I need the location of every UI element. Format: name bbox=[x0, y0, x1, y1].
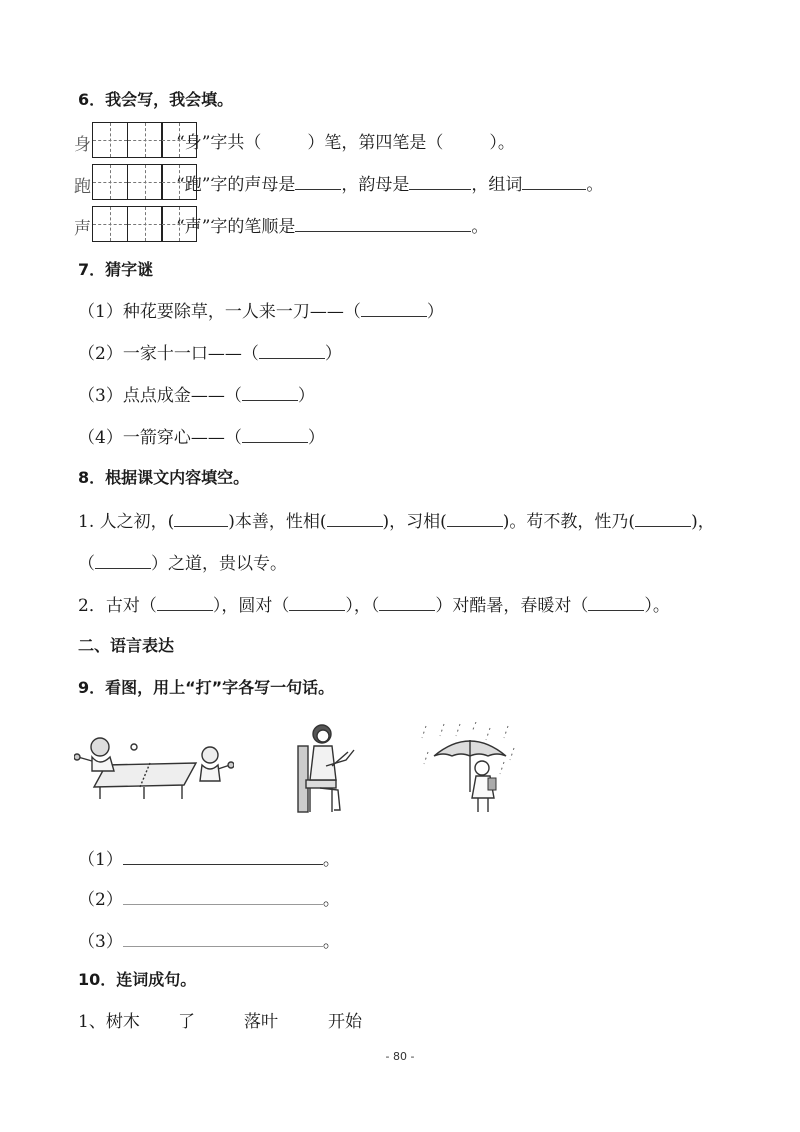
q-text: 。 bbox=[586, 175, 604, 195]
grid-char: 声 bbox=[74, 219, 91, 239]
q-text: )本善，性相( bbox=[228, 512, 327, 532]
knitting-picture bbox=[296, 722, 360, 814]
blank-line[interactable] bbox=[295, 171, 341, 190]
q-text: ）。 bbox=[489, 133, 515, 153]
q-text: 2．古对（ bbox=[78, 596, 157, 616]
q-text: 。 bbox=[322, 850, 340, 870]
answer-line bbox=[78, 928, 340, 954]
word: 了 bbox=[178, 1012, 195, 1032]
umbrella-picture bbox=[420, 722, 520, 818]
q7-title: 7．猜字谜 bbox=[78, 260, 154, 279]
q-text: “声”字的笔顺是 bbox=[176, 217, 296, 237]
q-text: “身”字共（ bbox=[176, 133, 262, 153]
blank-line[interactable] bbox=[327, 508, 383, 527]
q-text: （1）种花要除草，一人来一刀——（ bbox=[78, 302, 361, 322]
word: 开始 bbox=[328, 1012, 362, 1032]
blank-line[interactable] bbox=[174, 508, 228, 527]
grid-char: 身 bbox=[74, 135, 91, 155]
section-2-title: 二、语言表达 bbox=[78, 636, 175, 655]
blank-line[interactable] bbox=[522, 171, 586, 190]
q-text: 1. 人之初，( bbox=[78, 512, 175, 532]
word-row bbox=[78, 1010, 362, 1034]
q-text: ），圆对（ bbox=[212, 596, 290, 616]
grid-question bbox=[176, 128, 515, 153]
blank-line[interactable] bbox=[259, 340, 325, 359]
q-text: “跑”字的声母是 bbox=[176, 175, 296, 195]
riddle-item bbox=[78, 382, 315, 408]
q-text: （2）一家十一口——（ bbox=[78, 344, 259, 364]
answer-line bbox=[78, 886, 340, 912]
blank-line[interactable] bbox=[447, 508, 503, 527]
riddle-item bbox=[78, 424, 325, 450]
q-text: ，组词 bbox=[471, 175, 523, 195]
q9-title: 9．看图，用上“打”字各写一句话。 bbox=[78, 678, 335, 697]
fill-line-1 bbox=[78, 508, 715, 534]
blank-line[interactable] bbox=[242, 424, 308, 443]
fill-line-3 bbox=[78, 592, 670, 618]
q-text: ）笔，第四笔是（ bbox=[307, 133, 444, 153]
q-text: （1） bbox=[78, 850, 123, 870]
riddle-item bbox=[78, 298, 444, 324]
blank-line[interactable] bbox=[123, 846, 323, 865]
q-text: ） bbox=[297, 386, 315, 406]
grid-char: 跑 bbox=[74, 177, 91, 197]
q8-title: 8．根据课文内容填空。 bbox=[78, 468, 250, 487]
q-text: （3）点点成金——（ bbox=[78, 386, 242, 406]
blank-line[interactable] bbox=[123, 886, 323, 905]
q-text: )，习相( bbox=[382, 512, 447, 532]
blank-line[interactable] bbox=[409, 171, 471, 190]
q-text: ，韵母是 bbox=[341, 175, 410, 195]
answer-line bbox=[78, 846, 340, 872]
q-text: )。苟不教，性乃( bbox=[502, 512, 636, 532]
blank-line[interactable] bbox=[157, 592, 213, 611]
q-text: )， bbox=[691, 512, 715, 532]
ping-pong-picture bbox=[74, 735, 234, 803]
blank-line[interactable] bbox=[379, 592, 435, 611]
q-text: 。 bbox=[322, 890, 340, 910]
q-text: ）对酷暑，春暖对（ bbox=[435, 596, 589, 616]
riddle-item bbox=[78, 340, 342, 366]
q-text: ）。 bbox=[644, 596, 670, 616]
word: 落叶 bbox=[244, 1012, 278, 1032]
blank-line[interactable] bbox=[295, 213, 471, 232]
q-text: ） bbox=[307, 428, 325, 448]
blank-line[interactable] bbox=[242, 382, 298, 401]
q-text: 。 bbox=[471, 217, 489, 237]
q-text: ）之道，贵以专。 bbox=[151, 554, 287, 574]
page-number: - 80 - bbox=[385, 1050, 415, 1063]
fill-line-2 bbox=[78, 550, 287, 576]
q-text: ），（ bbox=[345, 596, 380, 616]
q-text: （ bbox=[78, 554, 95, 574]
q-text: （3） bbox=[78, 932, 123, 952]
q-text: （2） bbox=[78, 890, 123, 910]
q-text: 。 bbox=[322, 932, 340, 952]
blank-line[interactable] bbox=[95, 550, 151, 569]
grid-question bbox=[176, 170, 603, 195]
q-text: ） bbox=[324, 344, 342, 364]
blank-line[interactable] bbox=[289, 592, 345, 611]
blank-line[interactable] bbox=[588, 592, 644, 611]
q6-title: 6．我会写，我会填。 bbox=[78, 90, 234, 109]
q10-title: 10．连词成句。 bbox=[78, 970, 197, 989]
q-text: （4）一箭穿心——（ bbox=[78, 428, 242, 448]
blank-line[interactable] bbox=[123, 928, 323, 947]
blank-line[interactable] bbox=[635, 508, 691, 527]
grid-question bbox=[176, 212, 488, 237]
q-text: ） bbox=[426, 302, 444, 322]
word: 1、树木 bbox=[78, 1012, 140, 1032]
blank-line[interactable] bbox=[361, 298, 427, 317]
